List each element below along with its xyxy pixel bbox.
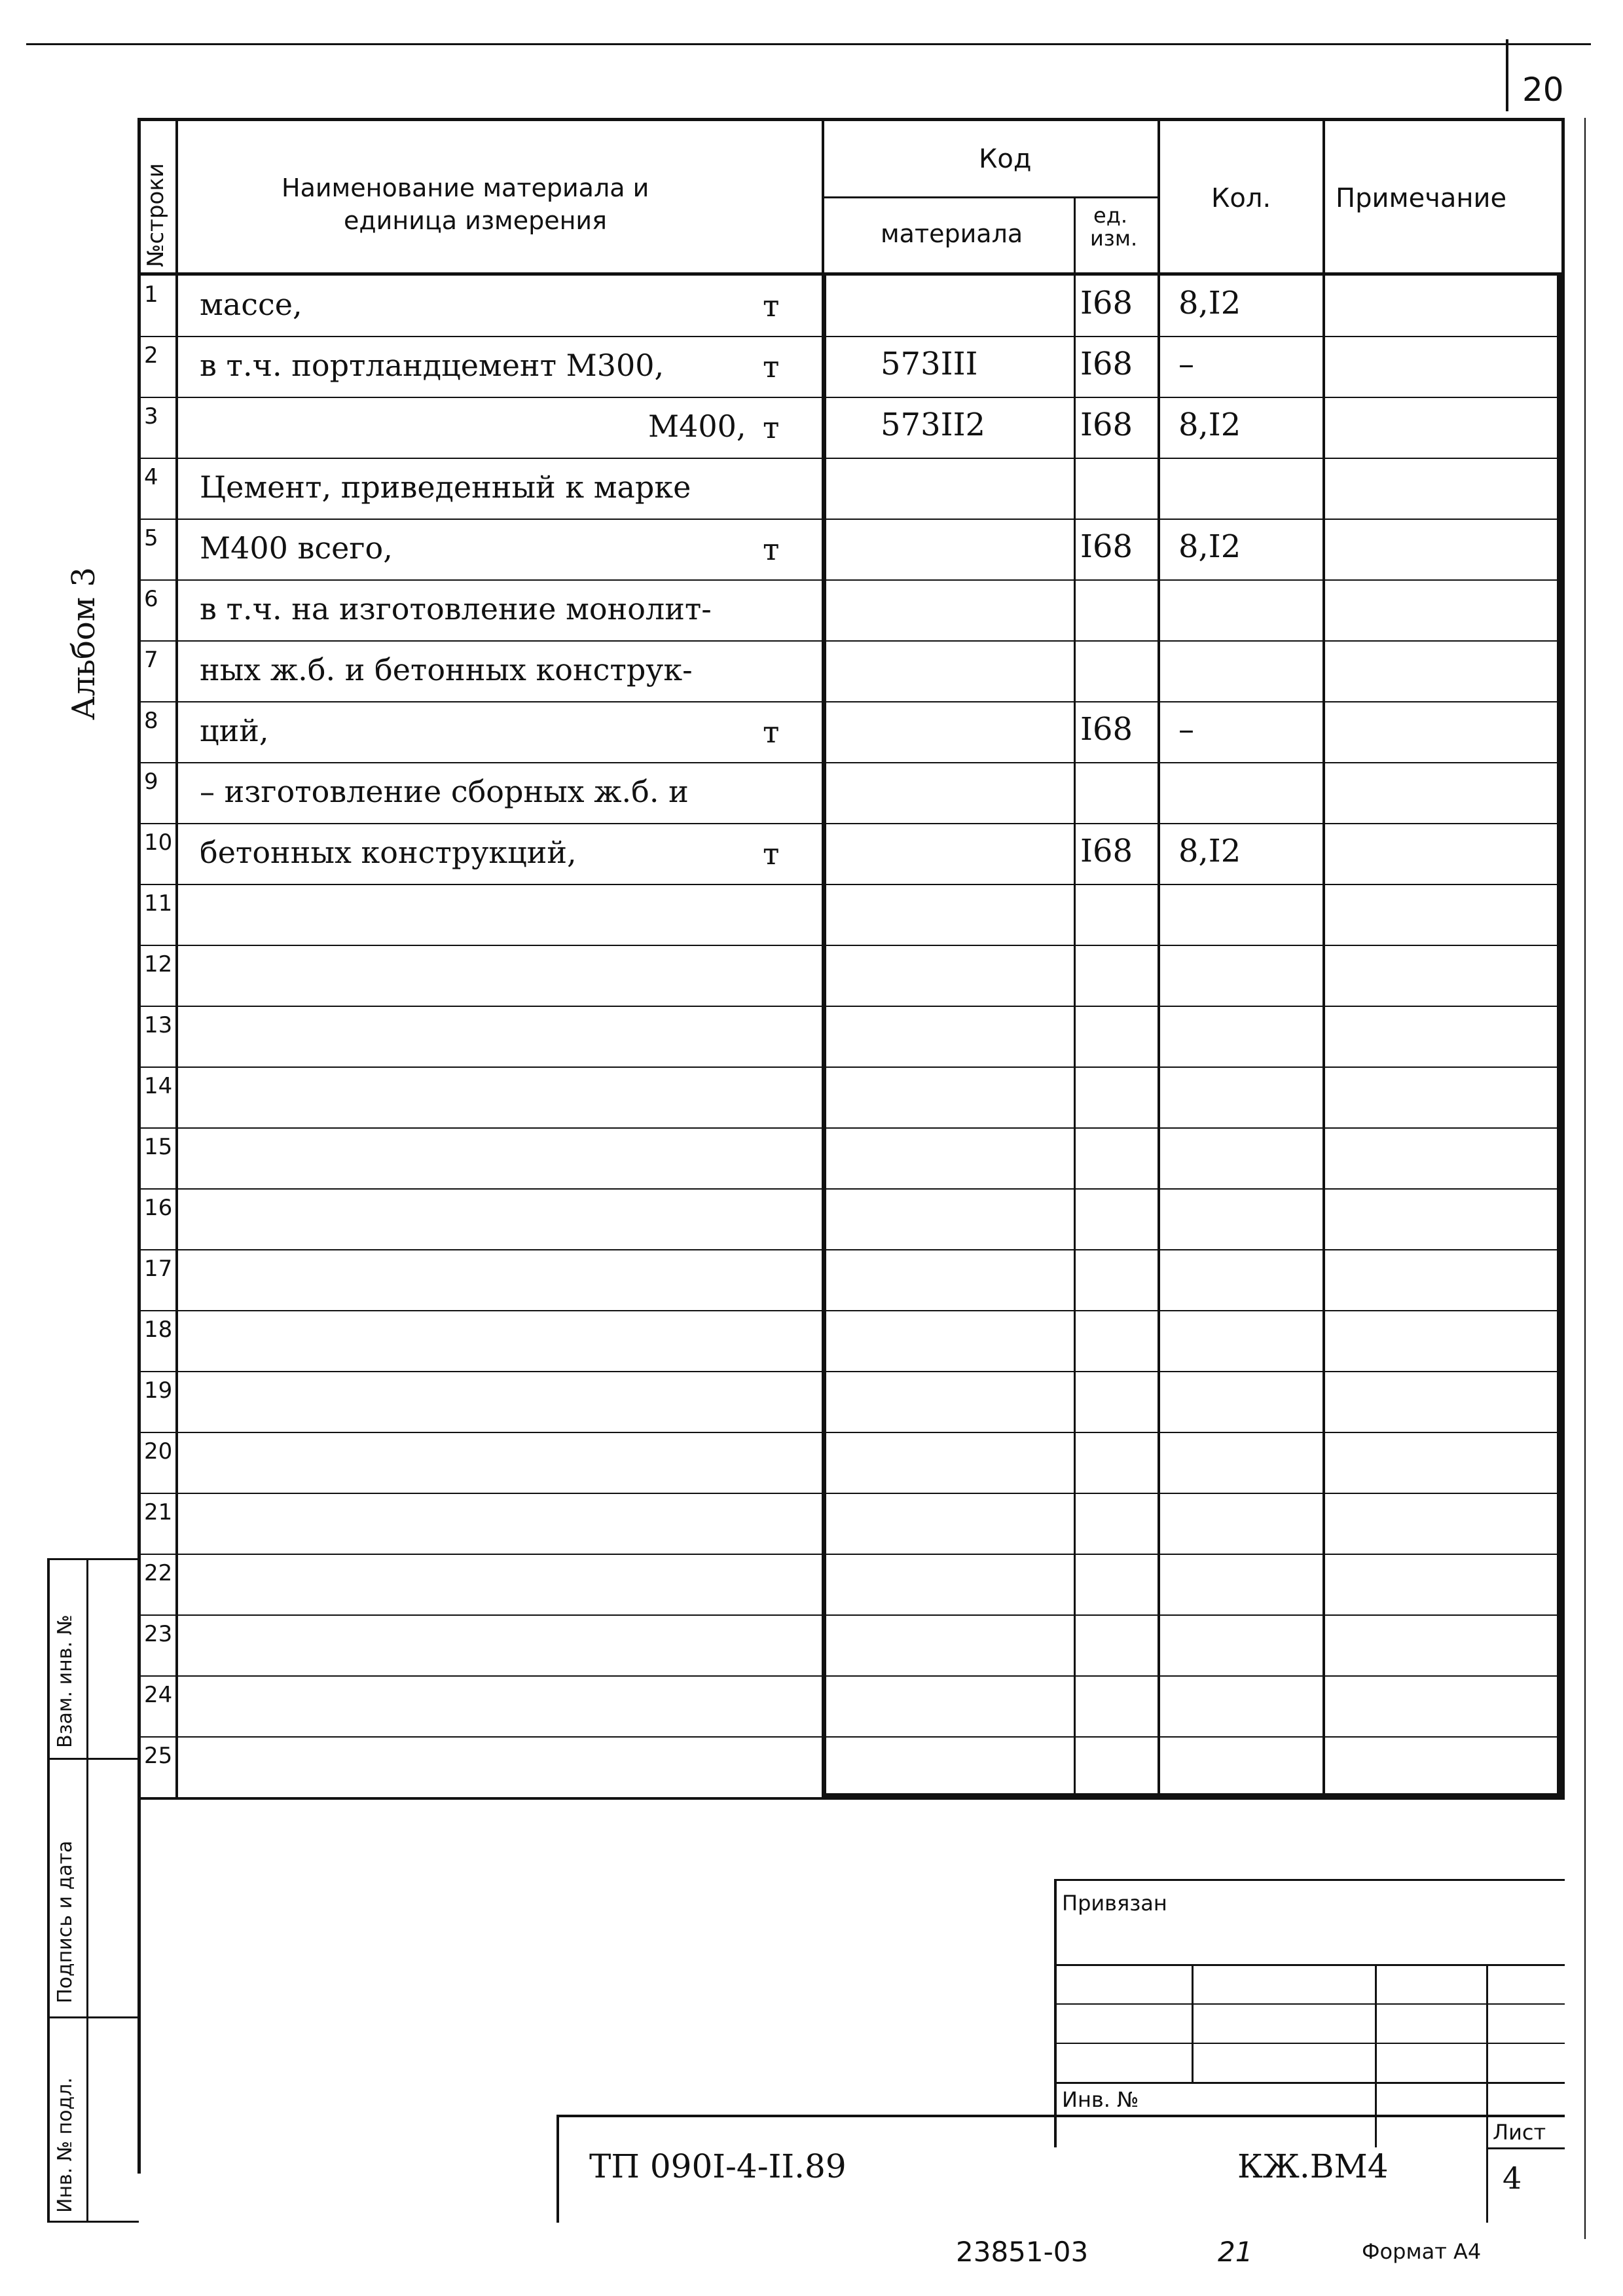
header-name-line2: единица измерения: [344, 206, 607, 235]
row-number: 17: [144, 1256, 173, 1282]
top-rule: [26, 43, 1591, 45]
row-unit-code: I68: [1080, 833, 1133, 869]
row-quantity: –: [1178, 346, 1194, 382]
row-divider: [137, 458, 1565, 459]
vzam-inv-label: Взам. инв. №: [54, 1614, 77, 1748]
row-unit-symbol: т: [763, 532, 780, 567]
header-material: материала: [881, 219, 1023, 248]
table-body-bottom: [137, 1797, 1565, 1800]
row-number: 7: [144, 647, 158, 673]
row-divider: [137, 1493, 1565, 1494]
row-divider: [137, 1675, 1565, 1677]
row-number: 1: [144, 282, 158, 308]
left-stamp-column: [47, 1558, 139, 2223]
row-unit-code: I68: [1080, 346, 1133, 382]
row-divider: [137, 579, 1565, 581]
row-divider: [137, 640, 1565, 642]
row-divider: [137, 1554, 1565, 1555]
row-name: М400 всего,: [200, 530, 393, 566]
row-name: М400,: [648, 409, 746, 444]
row-number: 18: [144, 1317, 173, 1343]
doc-code: ТП 090I-4-II.89: [589, 2147, 847, 2185]
row-divider: [137, 397, 1565, 398]
row-number: 22: [144, 1560, 173, 1586]
row-number: 10: [144, 829, 173, 856]
row-number: 25: [144, 1743, 173, 1769]
inv-no-label: Инв. №: [1062, 2087, 1139, 2112]
row-unit-code: I68: [1080, 285, 1133, 321]
code-block-left-thick: [822, 272, 826, 1797]
table-right-border: [1561, 118, 1565, 1797]
footer-page: 21: [1218, 2236, 1253, 2268]
right-margin-rule: [1584, 118, 1586, 2239]
row-divider: [137, 1736, 1565, 1738]
row-divider: [137, 762, 1565, 763]
row-quantity: 8,I2: [1178, 285, 1241, 321]
header-code-split: [822, 196, 1158, 198]
privyazan-label: Привязан: [1062, 1891, 1167, 1916]
header-name-line1: Наименование материала и: [282, 173, 649, 202]
row-number: 23: [144, 1621, 173, 1647]
row-number: 24: [144, 1682, 173, 1708]
row-name: – изготовление сборных ж.б. и: [200, 774, 689, 809]
row-material-code: 573III: [881, 346, 978, 382]
header-qty: Кол.: [1211, 183, 1271, 213]
column-divider: [175, 118, 178, 1797]
code-block-right-thick: [1557, 272, 1561, 1797]
page-number: 20: [1522, 71, 1564, 109]
column-divider-unit: [1074, 196, 1076, 1797]
row-number: 6: [144, 586, 158, 612]
row-material-code: 573II2: [881, 407, 986, 443]
row-number: 8: [144, 708, 158, 734]
footer-format: Формат А4: [1362, 2239, 1482, 2264]
row-number: 13: [144, 1012, 173, 1038]
sheet-number: 4: [1503, 2160, 1522, 2196]
row-unit-symbol: т: [763, 410, 780, 445]
row-unit-symbol: т: [763, 836, 780, 871]
footer-number: 23851-03: [956, 2236, 1089, 2268]
row-number: 19: [144, 1377, 173, 1404]
header-row-number: №строки: [143, 163, 169, 267]
row-divider: [137, 701, 1565, 702]
row-divider: [137, 1188, 1565, 1190]
row-unit-symbol: т: [763, 714, 780, 750]
doc-mark: КЖ.ВМ4: [1237, 2147, 1389, 2185]
row-quantity: 8,I2: [1178, 407, 1241, 443]
row-unit-symbol: т: [763, 349, 780, 384]
row-number: 20: [144, 1438, 173, 1465]
sheet-label: Лист: [1493, 2120, 1546, 2145]
row-quantity: 8,I2: [1178, 833, 1241, 869]
row-number: 16: [144, 1195, 173, 1221]
title-block: [137, 1827, 1565, 2223]
row-number: 3: [144, 403, 158, 429]
row-divider: [137, 1066, 1565, 1068]
row-number: 9: [144, 769, 158, 795]
album-label: Альбом 3: [65, 567, 102, 720]
row-divider: [137, 1127, 1565, 1129]
header-bottom-border: [137, 272, 1565, 276]
row-name: бетонных конструкций,: [200, 835, 577, 870]
header-unit-line2: изм.: [1090, 226, 1138, 251]
column-divider: [1158, 118, 1160, 1797]
row-divider: [137, 884, 1565, 885]
row-name: в т.ч. на изготовление монолит-: [200, 591, 712, 627]
row-divider: [137, 336, 1565, 337]
row-name: ций,: [200, 713, 269, 748]
row-name: в т.ч. портландцемент М300,: [200, 348, 665, 383]
header-note: Примечание: [1336, 183, 1507, 213]
row-quantity: 8,I2: [1178, 528, 1241, 565]
row-divider: [137, 1614, 1565, 1616]
row-divider: [137, 1249, 1565, 1250]
row-number: 12: [144, 951, 173, 977]
page-number-divider: [1506, 39, 1508, 111]
row-number: 11: [144, 890, 173, 917]
row-divider: [137, 519, 1565, 520]
row-number: 21: [144, 1499, 173, 1525]
row-divider: [137, 1310, 1565, 1311]
row-name: Цемент, приведенный к марке: [200, 469, 691, 505]
row-divider: [137, 823, 1565, 824]
podpis-data-label: Подпись и дата: [54, 1840, 77, 2003]
header-code: Код: [979, 144, 1032, 174]
row-unit-code: I68: [1080, 407, 1133, 443]
row-unit-code: I68: [1080, 711, 1133, 748]
row-number: 15: [144, 1134, 173, 1160]
row-divider: [137, 1371, 1565, 1372]
row-unit-symbol: т: [763, 288, 780, 323]
inv-podl-label: Инв. № подл.: [54, 2077, 77, 2213]
row-name: массе,: [200, 287, 302, 322]
row-divider: [137, 1006, 1565, 1007]
row-number: 2: [144, 342, 158, 369]
header-unit-line1: ед.: [1093, 203, 1127, 228]
table-top-border: [137, 118, 1565, 121]
column-divider: [1322, 118, 1325, 1797]
row-quantity: –: [1178, 711, 1194, 748]
row-name: ных ж.б. и бетонных конструк-: [200, 652, 693, 687]
row-divider: [137, 945, 1565, 946]
row-number: 4: [144, 464, 158, 490]
row-number: 14: [144, 1073, 173, 1099]
row-unit-code: I68: [1080, 528, 1133, 565]
row-number: 5: [144, 525, 158, 551]
row-divider: [137, 1432, 1565, 1433]
